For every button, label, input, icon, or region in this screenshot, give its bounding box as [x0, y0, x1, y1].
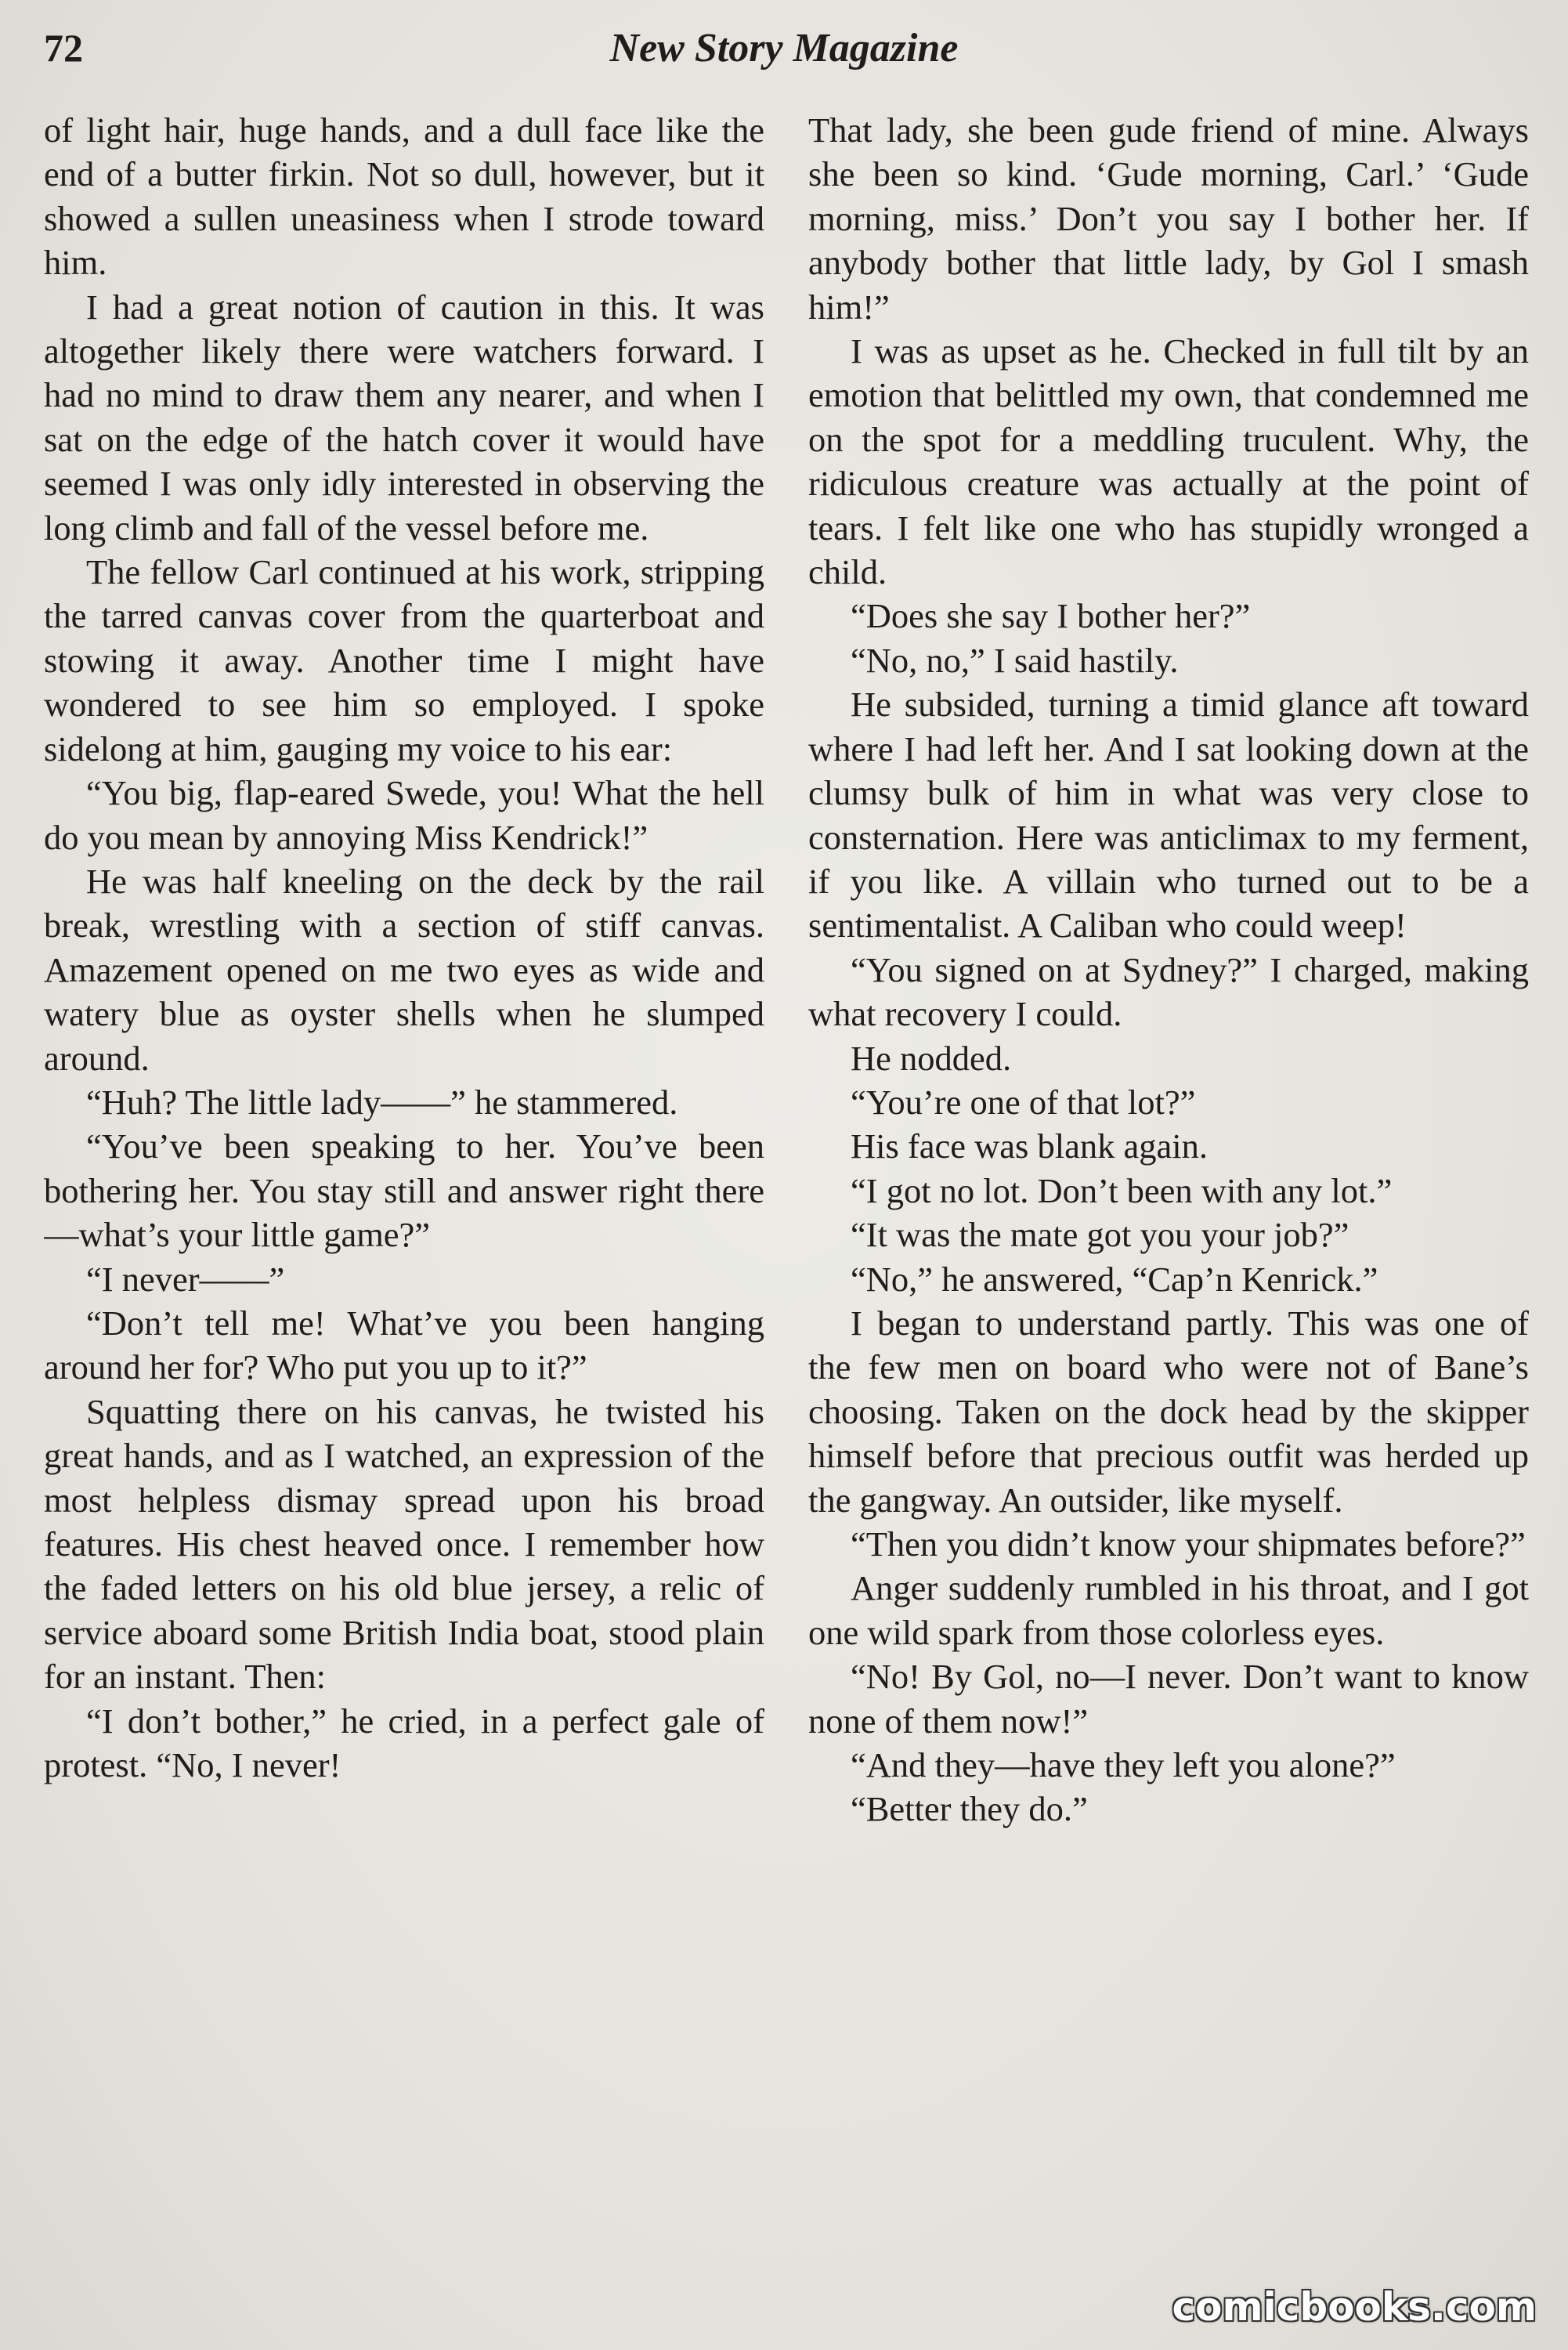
running-head: New Story Magazine: [609, 26, 959, 70]
paragraph: “You’re one of that lot?”: [851, 1082, 1196, 1122]
paragraph: I was as upset as he. Checked in full tilt by an emotion that belittled my own, that condemned me on the spot for a meddling truculent. Why, the ridiculous creature was actually at the point of tears. I felt like one who has stupidly wronged a child.: [808, 331, 1529, 592]
page-number: 72: [44, 26, 83, 70]
paragraph: He was half kneeling on the deck by the rail break, wrestling with a section of stiff canvas. Amazement opened on me two eyes as wide and watery blue as oyster shells when he slumped around.: [44, 861, 764, 1078]
paragraph: “I got no lot. Don’t been with any lot.”: [851, 1170, 1393, 1210]
paragraph: “And they—have they left you alone?”: [851, 1745, 1396, 1785]
paragraph: Anger suddenly rumbled in his throat, and I got one wild spark from those colorless eyes.: [808, 1568, 1529, 1652]
paragraph: “Huh? The little lady——” he stammered.: [86, 1082, 678, 1122]
paragraph: “You’ve been speaking to her. You’ve been bothering her. You stay still and answer right there—what’s your little game?”: [44, 1126, 764, 1255]
paragraph: He nodded.: [851, 1038, 1012, 1078]
paragraph: The fellow Carl continued at his work, stripping the tarred canvas cover from the quarterboat and stowing it away. Another time I might have wondered to see him so employed. I spoke sidelong at him, gauging my voice to his ear:: [44, 552, 764, 768]
paragraph: “I never——”: [86, 1259, 285, 1299]
paragraph: “No! By Gol, no—I never. Don’t want to know none of them now!”: [808, 1657, 1529, 1741]
paragraph: “Better they do.”: [851, 1789, 1088, 1829]
paragraph: Squatting there on his canvas, he twisted his great hands, and as I watched, an expression of the most helpless dismay spread upon his broad features. His chest heaved once. I remember how the faded letters on his old blue jersey, a relic of service aboard some British India boat, stood plain for an instant. Then:: [44, 1391, 764, 1697]
paragraph: “I don’t bother,” he cried, in a perfect gale of protest. “No, I never!: [44, 1701, 764, 1785]
paragraph: “No, no,” I said hastily.: [851, 640, 1179, 680]
paragraph: I had a great notion of caution in this. It was altogether likely there were watchers forward. I had no mind to draw them any nearer, and when I sat on the edge of the hatch cover it would have seemed I was only idly interested in observing the long climb and fall of the vessel before me.: [44, 287, 764, 548]
paragraph: of light hair, huge hands, and a dull face like the end of a butter firkin. Not so dull, however, but it showed a sullen uneasiness when I strode toward him.: [44, 110, 764, 283]
paragraph: “Does she say I bother her?”: [851, 596, 1251, 636]
paragraph: He subsided, turning a timid glance aft toward where I had left her. And I sat looking down at the clumsy bulk of him in what was very close to consternation. Here was anticlimax to my ferment, if you like. A villain who turned out to be a sentimentalist. A Caliban who could weep!: [808, 685, 1529, 945]
page-header: [44, 22, 1524, 85]
paragraph: “Don’t tell me! What’ve you been hanging around her for? Who put you up to it?”: [44, 1303, 764, 1387]
paragraph: “It was the mate got you your job?”: [851, 1215, 1349, 1255]
watermark: comicbooks.com: [1172, 2284, 1537, 2330]
paragraph: That lady, she been gude friend of mine. Always she been so kind. ‘Gude morning, Carl.’ ‘Gude morning, miss.’ Don’t you say I bother her. If anybody bother that little lady, by Gol I smash him!”: [808, 110, 1529, 327]
paragraph: I began to understand partly. This was one of the few men on board who were not of Bane’s choosing. Taken on the dock head by the skipper himself before that precious outfit was herded up the gangway. An outsider, like myself.: [808, 1303, 1529, 1520]
paragraph: “You big, flap-eared Swede, you! What the hell do you mean by annoying Miss Kendrick!”: [44, 773, 764, 857]
paragraph: His face was blank again.: [851, 1126, 1208, 1166]
paragraph: “Then you didn’t know your shipmates before?”: [851, 1524, 1526, 1564]
paragraph: “You signed on at Sydney?” I charged, making what recovery I could.: [808, 949, 1529, 1034]
paragraph: “No,” he answered, “Cap’n Kenrick.”: [851, 1259, 1378, 1299]
left-column: [44, 108, 764, 2317]
right-column: [808, 108, 1529, 2317]
